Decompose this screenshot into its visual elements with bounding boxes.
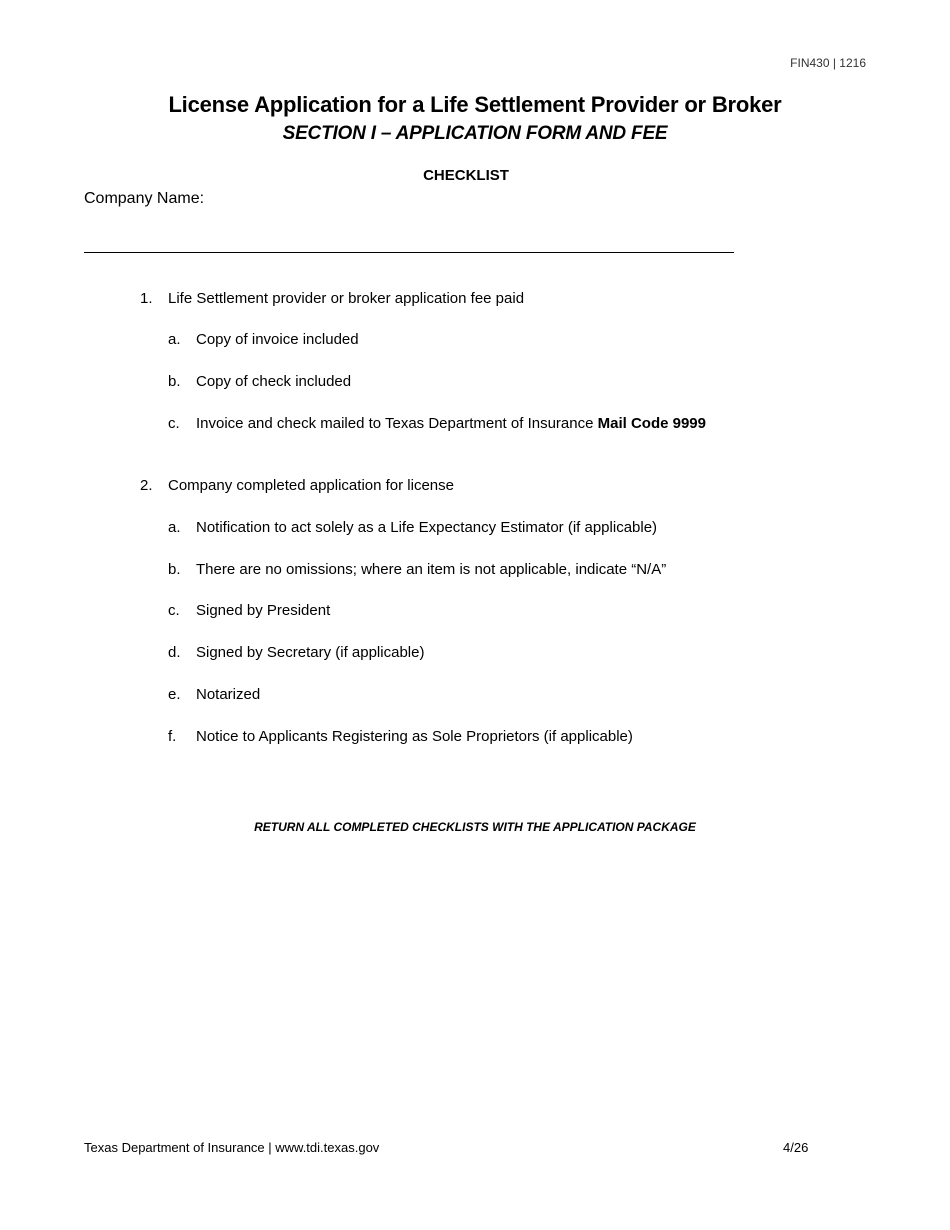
- page-title: License Application for a Life Settlement Provider or Broker: [168, 92, 782, 117]
- page-number: 4/26: [783, 1140, 809, 1155]
- item-letter: c.: [168, 602, 180, 619]
- item-number: 1.: [140, 290, 153, 307]
- section-subtitle: SECTION I – APPLICATION FORM AND FEE: [282, 123, 668, 144]
- item-text: Notarized: [196, 686, 261, 703]
- company-name-label: Company Name:: [84, 190, 205, 207]
- item-letter: a.: [168, 519, 181, 536]
- form-id: FIN430 | 1216: [790, 56, 866, 70]
- item-text: Company completed application for license: [168, 477, 454, 494]
- item-text: Notice to Applicants Registering as Sole Proprietors (if applicable): [196, 728, 633, 745]
- item-text: [196, 415, 706, 433]
- item-letter: f.: [168, 728, 177, 745]
- checklist-heading: CHECKLIST: [423, 167, 509, 184]
- mail-code: Mail Code 9999: [597, 415, 706, 432]
- item-number: 2.: [140, 477, 153, 494]
- footer-agency: Texas Department of Insurance | www.tdi.texas.gov: [84, 1140, 380, 1155]
- item-letter: c.: [168, 415, 180, 432]
- item-text: Signed by Secretary (if applicable): [196, 644, 425, 661]
- return-instruction: RETURN ALL COMPLETED CHECKLISTS WITH THE APPLICATION PACKAGE: [254, 820, 696, 834]
- item-letter: a.: [168, 331, 181, 348]
- item-text: Copy of check included: [196, 373, 352, 390]
- item-letter: d.: [168, 644, 181, 661]
- item-text: Signed by President: [196, 602, 331, 619]
- item-letter: b.: [168, 561, 181, 578]
- item-text: Copy of invoice included: [196, 331, 359, 348]
- item-letter: b.: [168, 373, 181, 390]
- company-name-field[interactable]: [84, 252, 734, 253]
- item-text-main: Invoice and check mailed to Texas Department of Insurance: [196, 415, 598, 432]
- item-text: There are no omissions; where an item is not applicable, indicate “N/A”: [196, 561, 667, 578]
- item-letter: e.: [168, 686, 181, 703]
- item-text: Notification to act solely as a Life Expectancy Estimator (if applicable): [196, 519, 658, 536]
- item-text: Life Settlement provider or broker application fee paid: [168, 290, 525, 307]
